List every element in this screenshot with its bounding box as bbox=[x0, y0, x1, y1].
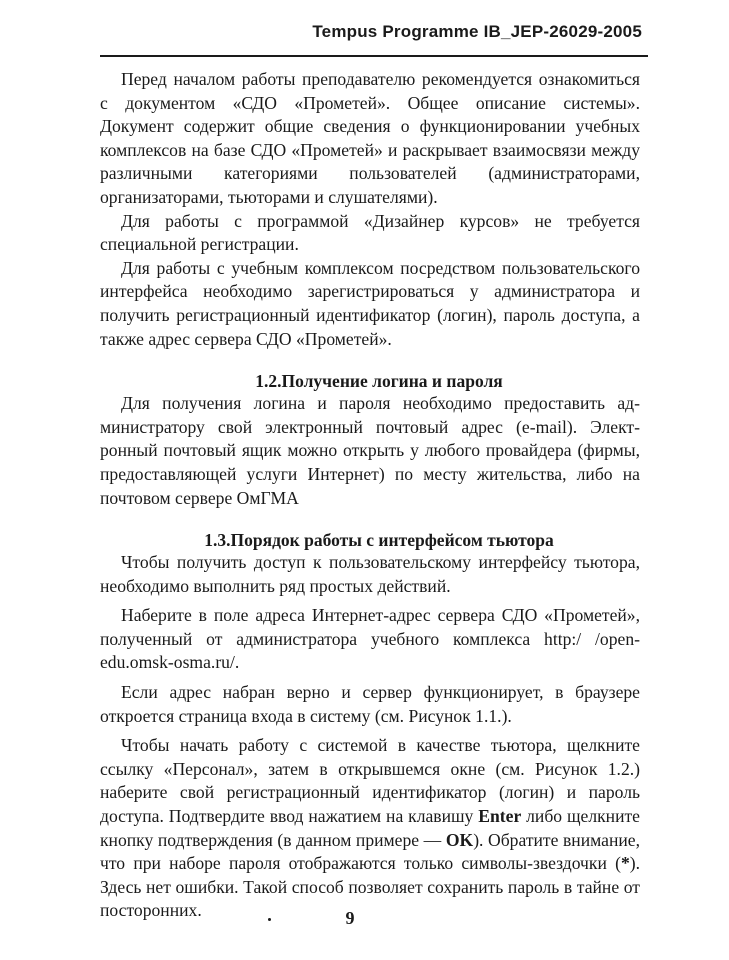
asterisk-symbol: * bbox=[620, 853, 630, 874]
intro-paragraph-1: Перед началом работы преподавателю рекомендуется ознакомиться с документом «СДО «Прометей». Общее описание системы». Документ содержит общие сведения о функционировании учебных комплексов на базе СДО «Прометей» и раскрывает взаимосвязи между различными категориями пользователей (администраторами, организаторами, тьюторами и слушателями). bbox=[100, 69, 640, 207]
section-1-3-paragraph-1: Чтобы получить доступ к пользовательскому интерфейсу тьютора, необходимо выполнить ряд простых действий. bbox=[100, 552, 640, 596]
section-1-2-paragraph-1: Для получения логина и пароля необходимо предоставить администратору свой электронный почтовый адрес (e-mail). Электронный почтовый ящик можно открыть у любого провайдера (фирмы, предоставляющей услуги Интернет) по месту жительства, либо на почтовом сервере ОмГМА bbox=[100, 393, 640, 508]
intro-paragraph-2: Для работы с программой «Дизайнер курсов» не требуется специальной регистрации. bbox=[100, 210, 640, 255]
intro-paragraph-3: Для работы с учебным комплексом посредством пользовательского интерфейса необходимо зарегистрироваться у администратора и получить регистрационный идентификатор (логин), пароль доступа, а также адрес сервера СДО «Прометей». bbox=[100, 257, 640, 349]
section-1-3-paragraph-3: Если адрес набран верно и сервер функционирует, в браузере откроется страница входа в систему (см. Рисунок 1.1.). bbox=[100, 682, 640, 726]
running-header bbox=[100, 12, 648, 48]
section-spacer bbox=[100, 510, 640, 529]
header-title: Tempus Programme IB_JEP-26029-2005 bbox=[312, 22, 642, 41]
ok-button-label: OK bbox=[445, 829, 474, 850]
section-1-3-heading: 1.3.Порядок работы с интерфейсом тьютора bbox=[204, 530, 554, 551]
enter-key-label: Enter bbox=[478, 806, 522, 827]
section-1-3-paragraph-2: Наберите в поле адреса Интернет-адрес сервера СДО «Прометей», полученный от администратора учебного комплекса http:/ /open-edu.omsk-osma.ru/. bbox=[100, 605, 640, 673]
section-1-3-paragraph-4 bbox=[100, 734, 640, 923]
paragraph-text: ). Обратите внимание, что при наборе пароля отображаются только символы-звездочки ( bbox=[100, 829, 640, 874]
page-body bbox=[100, 68, 640, 923]
paragraph-text: ). Здесь нет ошибки. Такой способ позволяет сохранить пароль в тайне от посторонних. bbox=[100, 853, 640, 921]
paragraph-text: либо щелкните кнопку подтверждения (в данном примере — bbox=[100, 806, 640, 850]
header-rule bbox=[100, 55, 648, 57]
page-number: 9 bbox=[345, 908, 355, 928]
section-spacer bbox=[100, 351, 640, 370]
page-mark-dot bbox=[268, 918, 271, 921]
paragraph-text: Чтобы начать работу с системой в качестве тьютора, щелкните ссылку «Персонал», затем в открывшемся окне (см. Рисунок 1.2.) наберите свой регистрационный идентификатор (логин) и пароль доступа. Подтвердите ввод нажатием на клавишу bbox=[100, 735, 640, 827]
section-1-2-heading: 1.2.Получение логина и пароля bbox=[255, 371, 503, 392]
